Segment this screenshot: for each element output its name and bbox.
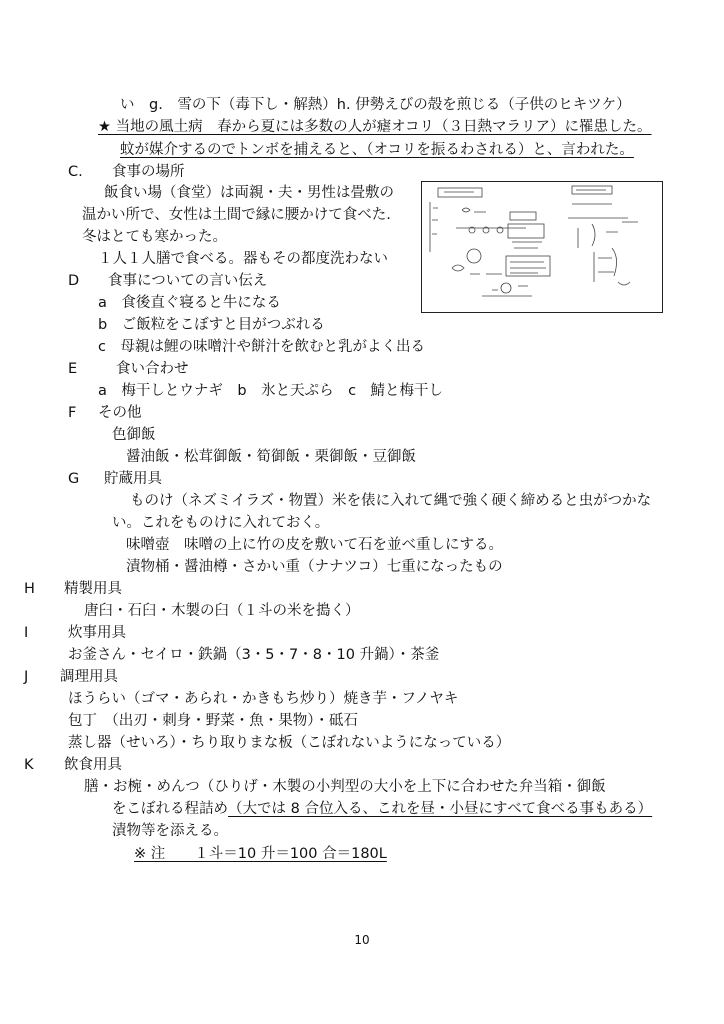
text-line: 蒸し器（せいろ）・ちり取りまな板（こぼれないようになっている） [68,735,511,751]
text-line: 温かい所で、女性は土間で縁に腰かけて食べた. [82,207,391,223]
page-number: 10 [354,933,370,947]
text-line: ★ 当地の風土病 春から夏には多数の人が瘧オコリ（３日熱マラリア）に罹患した。 [98,119,652,135]
list-item: b ご飯粒をこぼすと目がつぶれる [98,317,325,333]
section-heading: 食い合わせ [116,361,189,377]
section-heading: 飲食用具 [64,757,122,773]
section-heading: 貯蔵用具 [104,471,162,487]
text-line: 蚊が媒介するのでトンボを捕えると、（オコリを振るわされる）と、言われた。 [120,142,634,158]
section-heading: 調理用具 [60,669,118,685]
list-item: c 母親は鯉の味噌汁や餅汁を飲むと乳がよく出る [98,339,425,355]
section-mark: C. [68,164,83,180]
section-mark: H [24,581,35,597]
text-line: 飯食い場（食堂）は両親・夫・男性は畳敷の [104,185,394,201]
section-mark: G [68,471,80,487]
text-line: 包丁 （出刃・刺身・野菜・魚・果物）・砥石 [68,713,358,729]
text-line: ものけ（ネズミイラズ・物置）米を俵に入れて縄で強く硬く締めると虫がつかな [130,493,652,509]
text-line: い。これをものけに入れておく。 [112,515,330,531]
section-heading: 精製用具 [64,581,122,597]
section-heading: 食事の場所 [112,164,185,180]
underlined-note: （大では 8 合位入る、これを昼・小昼にすべて食べる事もある） [228,801,653,817]
handwritten-sketch [421,181,663,313]
text-line [112,800,652,818]
text-line: １人１人膳で食べる。器もその都度洗わない [98,251,388,267]
text-line: 味噌壺 味噌の上に竹の皮を敷いて石を並べ重しにする。 [126,537,503,553]
conversion-note: ※ 注 １斗＝10 升＝100 合＝180L [134,846,387,862]
text-line: 色御飯 [112,427,156,443]
list-item: a 食後直ぐ寝ると牛になる [98,295,281,311]
text-line: お釜さん・セイロ・鉄鍋（3・5・7・8・10 升鍋）・茶釜 [68,647,440,663]
section-mark: D [68,273,80,289]
text-line: 冬はとても寒かった。 [82,229,227,245]
text-line: 醤油飯・松茸御飯・筍御飯・栗御飯・豆御飯 [126,449,416,465]
section-heading: その他 [98,405,142,421]
section-heading: 炊事用具 [68,625,126,641]
section-mark: F [68,405,77,421]
text-line: 漬物等を添える。 [112,823,228,839]
text-line: ほうらい（ゴマ・あられ・かきもち炒り）焼き芋・フノヤキ [68,691,459,707]
list-item: a 梅干しとウナギ b 氷と天ぷら c 鯖と梅干し [98,383,444,399]
text-line: い g. 雪の下（毒下し・解熱）h. 伊勢えびの殻を煎じる（子供のヒキツケ） [120,97,631,113]
text-line: 漬物桶・醤油樽・さかい重（ナナツコ）七重になったもの [126,559,503,575]
section-mark: I [24,625,29,641]
text-line: 膳・お椀・めんつ（ひりげ・木製の小判型の大小を上下に合わせた弁当箱・御飯 [84,779,606,795]
text-span: をこぼれる程詰め [112,801,228,817]
text-line: 唐臼・石臼・木製の臼（１斗の米を搗く） [84,603,360,619]
section-mark: E [68,361,78,377]
section-mark: K [24,757,34,773]
section-heading: 食事についての言い伝え [108,273,268,289]
section-mark: J [24,669,29,685]
